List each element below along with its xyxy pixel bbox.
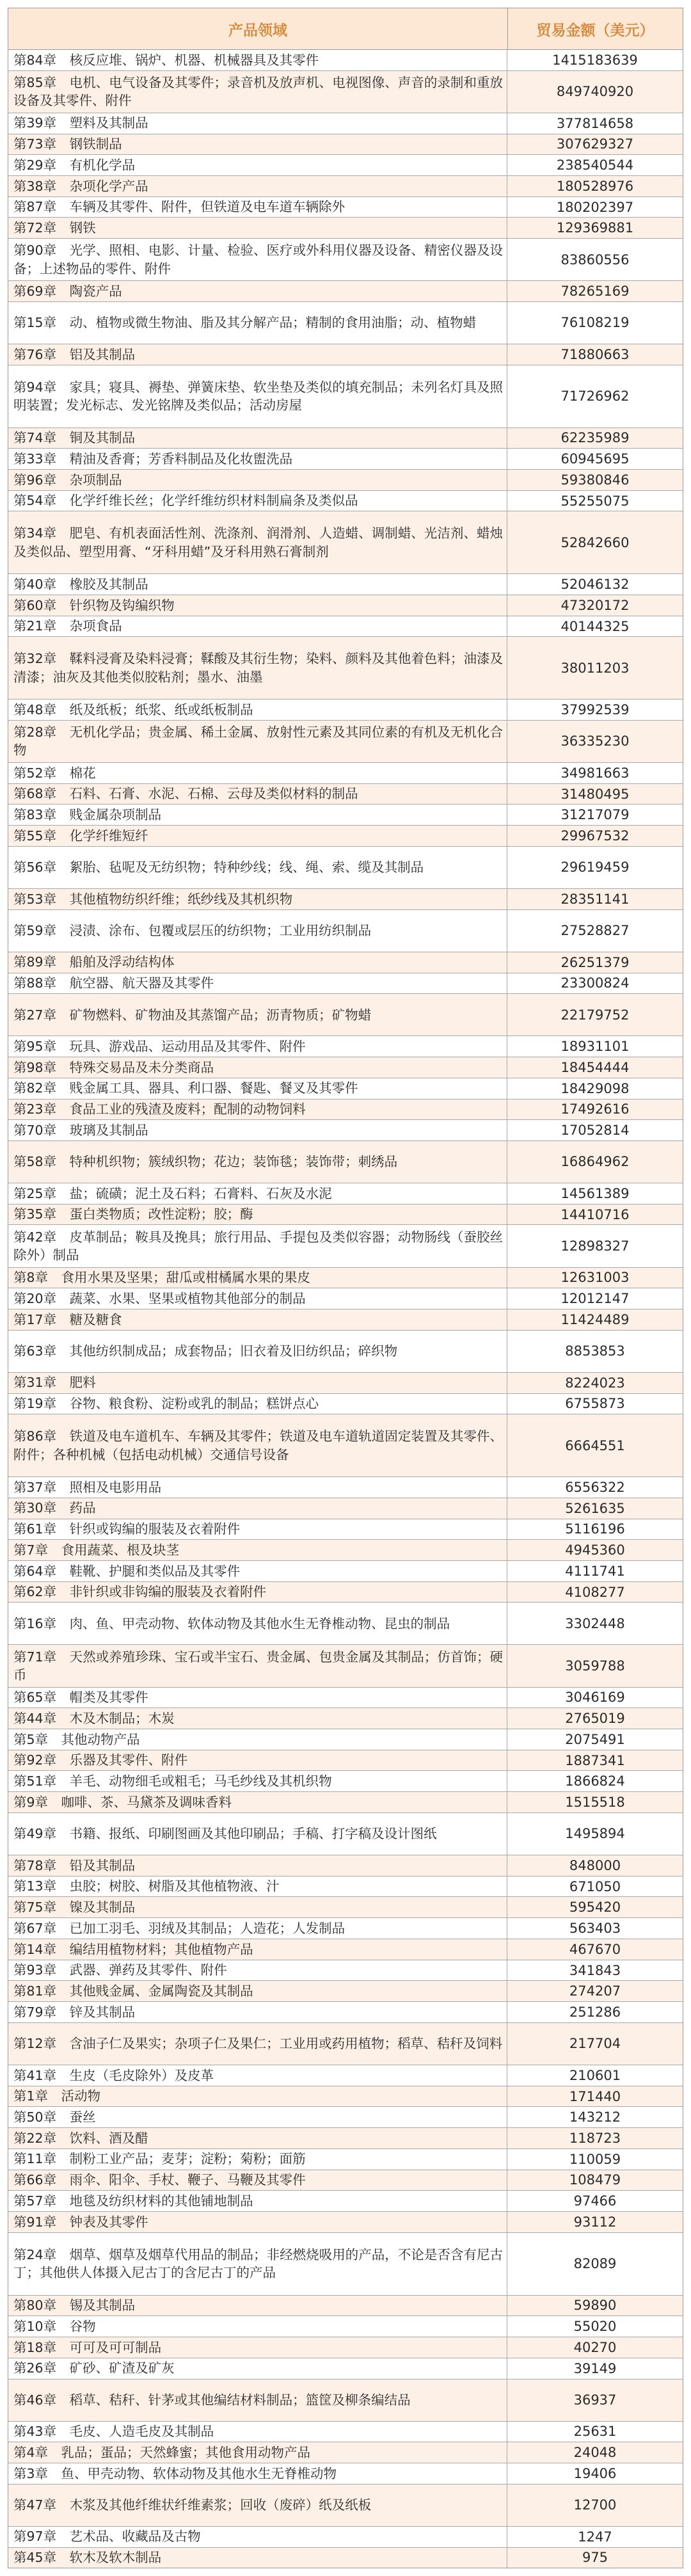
category-cell: 第95章 玩具、游戏品、运动用品及其零件、附件: [8, 1036, 507, 1057]
amount-cell: 26251379: [560, 954, 630, 970]
category-cell: 第65章 帽类及其零件: [8, 1688, 507, 1708]
amount-cell: 251286: [569, 2004, 621, 2020]
amount-cell: 60945695: [560, 451, 630, 467]
table-row: [8, 574, 683, 595]
table-row: [8, 1204, 683, 1226]
amount-cell: 595420: [569, 1900, 621, 1916]
category-cell: 第16章 肉、鱼、甲壳动物、软体动物及其他水生无脊椎动物、昆虫的制品: [8, 1603, 507, 1644]
category-cell: 第19章 谷物、粮食粉、淀粉或乳的制品；糕饼点心: [8, 1394, 507, 1414]
category-cell: 第64章 鞋靴、护腿和类似品及其零件: [8, 1561, 507, 1581]
category-cell: 第4章 乳品；蛋品；天然蜂蜜；其他食用动物产品: [8, 2442, 507, 2463]
table-row: [8, 1477, 683, 1498]
table-row: [8, 1309, 683, 1331]
table-row: [8, 2107, 683, 2128]
category-cell: 第13章 虫胶；树胶、树脂及其他植物液、汁: [8, 1876, 507, 1897]
category-cell: 第56章 絮胎、毡呢及无纺织物；特种纱线；线、绳、索、缆及其制品: [8, 847, 507, 888]
category-cell: 第89章 船舶及浮动结构体: [8, 952, 507, 973]
category-cell: 第39章 塑料及其制品: [8, 113, 507, 134]
amount-cell: 2075491: [565, 1731, 625, 1747]
category-cell: 第35章 蛋白类物质；改性淀粉；胶；酶: [8, 1204, 507, 1225]
category-cell: 第76章 铝及其制品: [8, 344, 507, 365]
amount-cell: 76108219: [560, 315, 630, 331]
category-cell: 第27章 矿物燃料、矿物油及其蒸馏产品；沥青物质；矿物蜡: [8, 994, 507, 1036]
table-row: [8, 113, 683, 134]
table-row: [8, 365, 683, 428]
category-cell: 第28章 无机化学品；贵金属、稀土金属、放射性元素及其同位素的有机及无机化合物: [8, 721, 507, 762]
amount-cell: 6755873: [565, 1396, 625, 1412]
amount-cell: 59890: [573, 2298, 617, 2314]
table-row: [8, 2065, 683, 2086]
amount-cell: 38011203: [560, 660, 630, 676]
amount-cell: 110059: [569, 2151, 621, 2167]
amount-cell: 1515518: [565, 1795, 625, 1811]
amount-cell: 52842660: [560, 534, 630, 550]
table-row: [8, 1939, 683, 1960]
category-cell: 第74章 铜及其制品: [8, 428, 507, 449]
category-cell: 第66章 雨伞、阳伞、手杖、鞭子、马鞭及其零件: [8, 2170, 507, 2191]
amount-cell: 62235989: [560, 430, 630, 446]
amount-cell: 129369881: [556, 220, 634, 236]
table-row: [8, 1729, 683, 1750]
amount-cell: 18454444: [560, 1059, 630, 1075]
table-row: [8, 176, 683, 197]
table-row: [8, 50, 683, 71]
table-row: [8, 1918, 683, 1939]
table-row: [8, 2548, 683, 2568]
amount-cell: 6556322: [565, 1479, 625, 1495]
amount-cell: 71726962: [560, 388, 630, 404]
table-row: [8, 1708, 683, 1729]
table-row: [8, 239, 683, 281]
table-row: [8, 1394, 683, 1415]
amount-cell: 27528827: [560, 923, 630, 939]
table-row: [8, 2316, 683, 2337]
category-cell: 第33章 精油及香膏；芳香料制品及化妆盥洗品: [8, 449, 507, 469]
amount-cell: 1495894: [565, 1826, 625, 1842]
category-cell: 第45章 软木及软木制品: [8, 2548, 507, 2568]
amount-cell: 11424489: [560, 1311, 630, 1327]
table-row: [8, 1078, 683, 1100]
category-cell: 第23章 食品工业的残渣及废料；配制的动物饲料: [8, 1100, 507, 1120]
table-row: [8, 1792, 683, 1813]
category-cell: 第34章 肥皂、有机表面活性剂、洗涤剂、润滑剂、人造蜡、调制蜡、光洁剂、蜡烛及类似品、塑型用膏、“牙科用蜡”及牙科用熟石膏制剂: [8, 511, 507, 573]
amount-cell: 12012147: [560, 1291, 630, 1307]
category-cell: 第25章 盐；硫磺；泥土及石料；石膏料、石灰及水泥: [8, 1183, 507, 1204]
table-row: [8, 1036, 683, 1057]
category-cell: 第14章 编结用植物材料；其他植物产品: [8, 1939, 507, 1960]
table-row: [8, 2358, 683, 2380]
table-row: [8, 2023, 683, 2065]
category-cell: 第97章 艺术品、收藏品及古物: [8, 2527, 507, 2547]
table-row: [8, 428, 683, 449]
table-row: [8, 973, 683, 995]
table-row: [8, 281, 683, 302]
table-row: [8, 470, 683, 491]
table-row: [8, 511, 683, 574]
category-cell: 第29章 有机化学品: [8, 155, 507, 175]
table-row: [8, 1268, 683, 1289]
table-row: [8, 1876, 683, 1898]
category-cell: 第58章 特种机织物；簇绒织物；花边；装饰毯；装饰带；刺绣品: [8, 1141, 507, 1183]
amount-cell: 52046132: [560, 577, 630, 593]
table-row: [8, 2170, 683, 2191]
table-row: [8, 910, 683, 952]
amount-cell: 975: [582, 2550, 608, 2566]
amount-cell: 180528976: [556, 178, 634, 194]
table-row: [8, 1750, 683, 1772]
amount-cell: 2765019: [565, 1711, 625, 1727]
amount-cell: 3059788: [565, 1658, 625, 1674]
table-row: [8, 1645, 683, 1687]
header-amount: 贸易金额（美元）: [536, 22, 655, 39]
table-row: [8, 1981, 683, 2002]
category-cell: 第79章 锌及其制品: [8, 2002, 507, 2022]
category-cell: 第80章 锡及其制品: [8, 2296, 507, 2316]
amount-cell: 3302448: [565, 1615, 625, 1631]
amount-cell: 849740920: [556, 84, 634, 100]
table-row: [8, 1960, 683, 1981]
amount-cell: 31480495: [560, 786, 630, 802]
header-category: 产品领域: [8, 8, 508, 49]
category-cell: 第75章 镍及其制品: [8, 1897, 507, 1917]
table-row: [8, 889, 683, 910]
table-row: [8, 763, 683, 784]
amount-cell: 274207: [569, 1983, 621, 1999]
table-row: [8, 71, 683, 113]
table-row: [8, 1288, 683, 1309]
category-cell: 第67章 已加工羽毛、羽绒及其制品；人造花；人发制品: [8, 1918, 507, 1939]
table-row: [8, 1100, 683, 1121]
table-row: [8, 1582, 683, 1603]
table-row: [8, 721, 683, 763]
amount-cell: 29967532: [560, 828, 630, 844]
table-row: [8, 2337, 683, 2358]
table-row: [8, 595, 683, 616]
table-row: [8, 2086, 683, 2108]
table-row: [8, 847, 683, 889]
category-cell: 第20章 蔬菜、水果、坚果或植物其他部分的制品: [8, 1288, 507, 1309]
category-cell: 第91章 钟表及其零件: [8, 2212, 507, 2232]
amount-cell: 4108277: [565, 1584, 625, 1600]
category-cell: 第5章 其他动物产品: [8, 1729, 507, 1750]
table-row: [8, 2233, 683, 2296]
table-row: [8, 804, 683, 826]
amount-cell: 180202397: [556, 199, 634, 215]
amount-cell: 1887341: [565, 1752, 625, 1768]
table-row: [8, 2002, 683, 2023]
category-cell: 第60章 针织物及钩编织物: [8, 595, 507, 616]
table-header: [8, 8, 683, 50]
amount-cell: 78265169: [560, 284, 630, 300]
amount-cell: 467670: [569, 1941, 621, 1957]
category-cell: 第18章 可可及可可制品: [8, 2337, 507, 2358]
amount-cell: 171440: [569, 2088, 621, 2104]
table-row: [8, 1855, 683, 1876]
table-row: [8, 218, 683, 239]
category-cell: 第68章 石料、石膏、水泥、石棉、云母及类似材料的制品: [8, 784, 507, 804]
category-cell: 第78章 铅及其制品: [8, 1855, 507, 1876]
category-cell: 第7章 食用蔬菜、根及块茎: [8, 1540, 507, 1560]
amount-cell: 71880663: [560, 346, 630, 362]
table-row: [8, 2442, 683, 2463]
category-cell: 第30章 药品: [8, 1498, 507, 1519]
amount-cell: 14561389: [560, 1185, 630, 1201]
table-row: [8, 1141, 683, 1183]
amount-cell: 5116196: [565, 1521, 625, 1537]
category-cell: 第81章 其他贱金属、金属陶瓷及其制品: [8, 1981, 507, 2001]
table-row: [8, 344, 683, 365]
category-cell: 第21章 杂项食品: [8, 616, 507, 637]
category-cell: 第11章 制粉工业产品；麦芽；淀粉；菊粉；面筋: [8, 2149, 507, 2170]
category-cell: 第3章 鱼、甲壳动物、软体动物及其他水生无脊椎动物: [8, 2463, 507, 2484]
table-row: [8, 994, 683, 1036]
category-cell: 第48章 纸及纸板；纸浆、纸或纸板制品: [8, 700, 507, 720]
table-row: [8, 155, 683, 176]
amount-cell: 47320172: [560, 597, 630, 613]
table-row: [8, 1331, 683, 1373]
amount-cell: 563403: [569, 1921, 621, 1937]
amount-cell: 37992539: [560, 702, 630, 718]
category-cell: 第55章 化学纤维短纤: [8, 826, 507, 846]
amount-cell: 671050: [569, 1878, 621, 1894]
category-cell: 第71章 天然或养殖珍珠、宝石或半宝石、贵金属、包贵金属及其制品；仿首饰；硬币: [8, 1645, 507, 1686]
amount-cell: 19406: [573, 2465, 617, 2481]
amount-cell: 3046169: [565, 1690, 625, 1706]
category-cell: 第40章 橡胶及其制品: [8, 574, 507, 595]
amount-cell: 25631: [573, 2424, 617, 2440]
table-row: [8, 2149, 683, 2170]
amount-cell: 39149: [573, 2360, 617, 2376]
table-row: [8, 1225, 683, 1267]
amount-cell: 12631003: [560, 1270, 630, 1286]
amount-cell: 40144325: [560, 618, 630, 634]
amount-cell: 8224023: [565, 1375, 625, 1391]
category-cell: 第22章 饮料、酒及醋: [8, 2128, 507, 2148]
category-cell: 第8章 食用水果及坚果；甜瓜或柑橘属水果的果皮: [8, 1268, 507, 1288]
amount-cell: 36937: [573, 2392, 617, 2408]
table-row: [8, 826, 683, 847]
amount-cell: 29619459: [560, 860, 630, 876]
amount-cell: 23300824: [560, 975, 630, 991]
table-row: [8, 2128, 683, 2149]
category-cell: 第53章 其他植物纺织纤维；纸纱线及其机织物: [8, 889, 507, 909]
table-row: [8, 1897, 683, 1918]
category-cell: 第1章 活动物: [8, 2086, 507, 2107]
amount-cell: 83860556: [560, 252, 630, 268]
table-row: [8, 616, 683, 637]
category-cell: 第88章 航空器、航天器及其零件: [8, 973, 507, 994]
category-cell: 第51章 羊毛、动物细毛或粗毛；马毛纱线及其机织物: [8, 1771, 507, 1791]
category-cell: 第50章 蚕丝: [8, 2107, 507, 2127]
amount-cell: 377814658: [556, 115, 634, 131]
category-cell: 第49章 书籍、报纸、印刷图画及其他印刷品；手稿、打字稿及设计图纸: [8, 1813, 507, 1855]
table-row: [8, 2422, 683, 2443]
amount-cell: 108479: [569, 2172, 621, 2188]
table-row: [8, 1373, 683, 1394]
amount-cell: 8853853: [565, 1343, 625, 1359]
amount-cell: 22179752: [560, 1007, 630, 1023]
table-row: [8, 952, 683, 973]
category-cell: 第46章 稻草、秸秆、针茅或其他编结材料制品；篮筐及柳条编结品: [8, 2380, 507, 2421]
table-row: [8, 197, 683, 218]
category-cell: 第9章 咖啡、茶、马黛茶及调味香料: [8, 1792, 507, 1812]
category-cell: 第10章 谷物: [8, 2316, 507, 2337]
category-cell: 第86章 铁道及电车道机车、车辆及其零件；铁道及电车道轨道固定装置及其零件、附件；各种机械（包括电动机械）交通信号设备: [8, 1414, 507, 1476]
category-cell: 第96章 杂项制品: [8, 470, 507, 490]
amount-cell: 31217079: [560, 807, 630, 823]
amount-cell: 12898327: [560, 1238, 630, 1254]
table-row: [8, 2296, 683, 2317]
category-cell: 第44章 木及木制品；木炭: [8, 1708, 507, 1729]
category-cell: 第73章 钢铁制品: [8, 134, 507, 155]
category-cell: 第85章 电机、电气设备及其零件；录音机及放声机、电视图像、声音的录制和重放设备及其零件、附件: [8, 71, 507, 113]
category-cell: 第47章 木浆及其他纤维状纤维素浆；回收（废碎）纸及纸板: [8, 2484, 507, 2526]
amount-cell: 97466: [573, 2193, 617, 2209]
table-row: [8, 1771, 683, 1792]
table-row: [8, 1498, 683, 1519]
category-cell: 第57章 地毯及纺织材料的其他铺地制品: [8, 2191, 507, 2211]
amount-cell: 36335230: [560, 733, 630, 749]
table-row: [8, 700, 683, 721]
category-cell: 第43章 毛皮、人造毛皮及其制品: [8, 2422, 507, 2442]
table-row: [8, 1183, 683, 1204]
amount-cell: 1866824: [565, 1773, 625, 1789]
table-row: [8, 2191, 683, 2212]
amount-cell: 34981663: [560, 765, 630, 781]
category-cell: 第94章 家具；寝具、褥垫、弹簧床垫、软坐垫及类似的填充制品；未列名灯具及照明装置；发光标志、发光铭牌及类似品；活动房屋: [8, 365, 507, 428]
amount-cell: 4945360: [565, 1542, 625, 1558]
table-body: [8, 50, 683, 2568]
amount-cell: 18429098: [560, 1080, 630, 1096]
table-row: [8, 784, 683, 805]
category-cell: 第32章 鞣料浸膏及染料浸膏；鞣酸及其衍生物；染料、颜料及其他着色料；油漆及清漆；油灰及其他类似胶粘剂；墨水、油墨: [8, 637, 507, 699]
amount-cell: 341843: [569, 1962, 621, 1978]
category-cell: 第26章 矿砂、矿渣及矿灰: [8, 2358, 507, 2379]
table-row: [8, 1120, 683, 1141]
table-row: [8, 1540, 683, 1561]
category-cell: 第24章 烟草、烟草及烟草代用品的制品；非经燃烧吸用的产品，不论是否含有尼古丁；其他供人体摄入尼古丁的含尼古丁的产品: [8, 2233, 507, 2295]
category-cell: 第42章 皮革制品；鞍具及挽具；旅行用品、手提包及类似容器；动物肠线（蚕胶丝除外）制品: [8, 1225, 507, 1267]
category-cell: 第37章 照相及电影用品: [8, 1477, 507, 1498]
amount-cell: 12700: [573, 2497, 617, 2513]
amount-cell: 143212: [569, 2109, 621, 2125]
table-row: [8, 637, 683, 700]
table-row: [8, 302, 683, 344]
amount-cell: 6664551: [565, 1437, 625, 1453]
amount-cell: 82089: [573, 2256, 617, 2272]
table-row: [8, 2380, 683, 2422]
category-cell: 第54章 化学纤维长丝；化学纤维纺织材料制扁条及类似品: [8, 491, 507, 511]
category-cell: 第69章 陶瓷产品: [8, 281, 507, 301]
amount-cell: 307629327: [556, 136, 634, 152]
category-cell: 第90章 光学、照相、电影、计量、检验、医疗或外科用仪器及设备、精密仪器及设备；上述物品的零件、附件: [8, 239, 507, 280]
category-cell: 第12章 含油子仁及果实；杂项子仁及果仁；工业用或药用植物；稻草、秸秆及饲料: [8, 2023, 507, 2065]
category-cell: 第82章 贱金属工具、器具、利口器、餐匙、餐叉及其零件: [8, 1078, 507, 1099]
category-cell: 第70章 玻璃及其制品: [8, 1120, 507, 1140]
amount-cell: 16864962: [560, 1154, 630, 1170]
table-row: [8, 1414, 683, 1477]
table-row: [8, 2463, 683, 2484]
table-row: [8, 2212, 683, 2233]
amount-cell: 1415183639: [552, 52, 638, 68]
table-row: [8, 134, 683, 156]
amount-cell: 5261635: [565, 1500, 625, 1516]
category-cell: 第93章 武器、弹药及其零件、附件: [8, 1960, 507, 1981]
amount-cell: 1247: [578, 2529, 612, 2545]
table-row: [8, 1688, 683, 1709]
amount-cell: 210601: [569, 2067, 621, 2083]
category-cell: 第63章 其他纺织制成品；成套物品；旧衣着及旧纺织品；碎织物: [8, 1331, 507, 1372]
category-cell: 第17章 糖及糖食: [8, 1309, 507, 1330]
amount-cell: 14410716: [560, 1206, 630, 1222]
amount-cell: 28351141: [560, 891, 630, 907]
amount-cell: 40270: [573, 2339, 617, 2355]
category-cell: 第59章 浸渍、涂布、包覆或层压的纺织物；工业用纺织制品: [8, 910, 507, 952]
category-cell: 第38章 杂项化学产品: [8, 176, 507, 196]
table-row: [8, 491, 683, 512]
amount-cell: 17492616: [560, 1101, 630, 1117]
amount-cell: 848000: [569, 1857, 621, 1873]
amount-cell: 55020: [573, 2319, 617, 2335]
category-cell: 第15章 动、植物或微生物油、脂及其分解产品；精制的食用油脂；动、植物蜡: [8, 302, 507, 344]
category-cell: 第92章 乐器及其零件、附件: [8, 1750, 507, 1771]
amount-cell: 18931101: [560, 1039, 630, 1055]
table-row: [8, 1519, 683, 1540]
category-cell: 第52章 棉花: [8, 763, 507, 783]
amount-cell: 17052814: [560, 1123, 630, 1139]
amount-cell: 118723: [569, 2130, 621, 2146]
amount-cell: 55255075: [560, 493, 630, 509]
table-row: [8, 449, 683, 470]
category-cell: 第62章 非针织或非钩编的服装及衣着附件: [8, 1582, 507, 1603]
table-row: [8, 1561, 683, 1582]
amount-cell: 217704: [569, 2036, 621, 2052]
table-row: [8, 1603, 683, 1645]
category-cell: 第83章 贱金属杂项制品: [8, 804, 507, 825]
category-cell: 第41章 生皮（毛皮除外）及皮革: [8, 2065, 507, 2086]
amount-cell: 93112: [573, 2214, 617, 2230]
category-cell: 第61章 针织或钩编的服装及衣着附件: [8, 1519, 507, 1540]
category-cell: 第98章 特殊交易品及未分类商品: [8, 1057, 507, 1078]
table-row: [8, 1813, 683, 1855]
category-cell: 第31章 肥料: [8, 1373, 507, 1393]
amount-cell: 4111741: [565, 1563, 625, 1579]
category-cell: 第72章 钢铁: [8, 218, 507, 238]
amount-cell: 24048: [573, 2445, 617, 2461]
trade-table: [8, 8, 683, 2568]
table-row: [8, 1057, 683, 1078]
table-row: [8, 2484, 683, 2527]
table-row: [8, 2527, 683, 2548]
category-cell: 第84章 核反应堆、锅炉、机器、机械器具及其零件: [8, 50, 507, 70]
category-cell: 第87章 车辆及其零件、附件，但铁道及电车道车辆除外: [8, 197, 507, 218]
amount-cell: 238540544: [556, 157, 634, 173]
amount-cell: 59380846: [560, 472, 630, 488]
